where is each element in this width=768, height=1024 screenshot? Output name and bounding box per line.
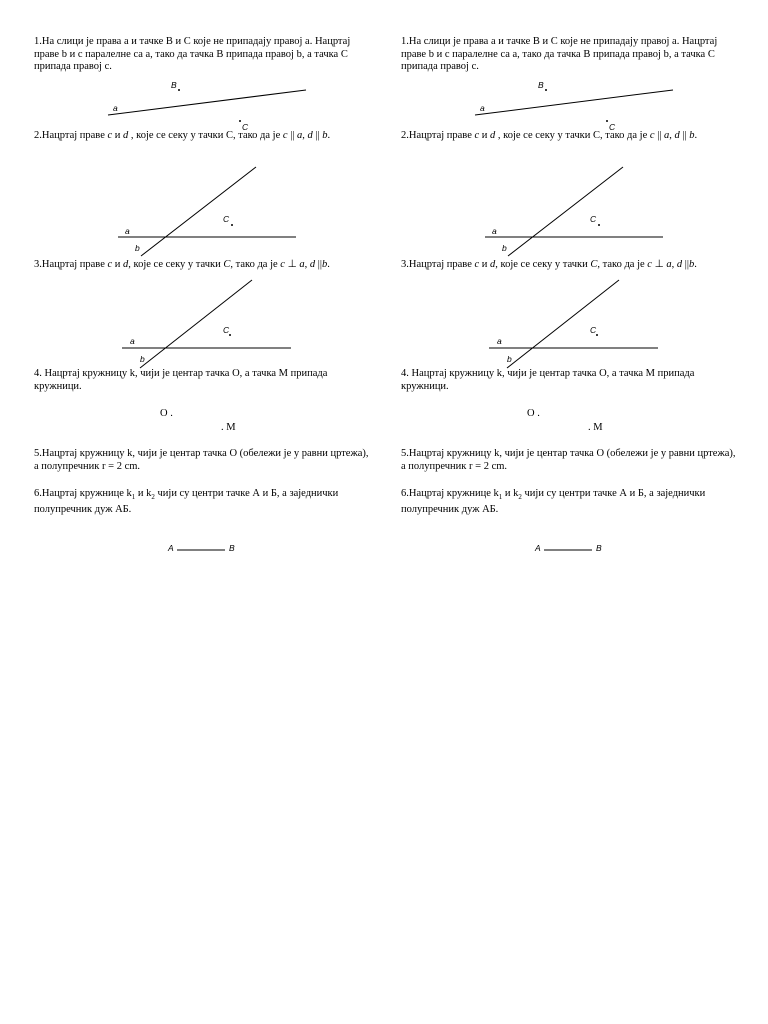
point-C [239, 120, 241, 122]
task-4-figure [34, 404, 374, 434]
task-3-figure [34, 274, 374, 374]
point-B [545, 89, 547, 91]
task-6-text: 6.Нацртај кружнице $k_1$ и $k_2$ чији су центри тачке А и Б, а заједнички полупречник дуж АБ. [401, 488, 706, 515]
task-3-text: 3.Нацртај праве c и d, које се секу у тачки C, тако да је c ⊥ a, d ||b. [401, 259, 697, 270]
label-line-a: a [125, 226, 130, 236]
task-2-text: 2.Нацртај праве c и d , које се секу у тачки С, тако да је c || a, d || b. [401, 130, 698, 141]
label-point-O: O . [160, 408, 173, 419]
label-point-A: A [535, 543, 541, 553]
worksheet-left [34, 0, 374, 600]
point-C [596, 334, 598, 336]
label-line-b: b [502, 243, 507, 253]
point-C [598, 224, 600, 226]
label-point-B: B [171, 80, 177, 90]
label-point-M: . M [588, 422, 603, 433]
task-3-text: 3.Нацртај праве c и d, које се секу у тачки C, тако да је c ⊥ a, d ||b. [34, 259, 330, 270]
task-6-figure [401, 540, 741, 560]
task-2-text: 2.Нацртај праве c и d , које се секу у тачки С, тако да је c || a, d || b. [34, 130, 331, 141]
task-1-figure [34, 78, 374, 132]
label-line-a: a [130, 336, 135, 346]
label-point-C: C [609, 122, 616, 132]
label-line-b: b [135, 243, 140, 253]
label-point-M: . M [221, 422, 236, 433]
label-point-C: C [590, 325, 597, 335]
point-C [231, 224, 233, 226]
task-2-figure [34, 160, 374, 260]
label-point-C: C [242, 122, 249, 132]
label-point-C: C [223, 325, 230, 335]
worksheet-right [401, 0, 741, 600]
task-1-text: 1.На слици је права а и тачке В и С које не припадају правој а. Нацртај праве b и с паралелне са а, тако да тачка В припада правој b, а тачка С припада правој с. [34, 36, 351, 72]
task-1-text: 1.На слици је права а и тачке В и С које не припадају правој а. Нацртај праве b и с паралелне са а, тако да тачка В припада правој b, а тачка С припада правој с. [401, 36, 718, 72]
label-point-A: A [168, 543, 174, 553]
label-point-C: C [590, 214, 597, 224]
point-B [178, 89, 180, 91]
task-5-text: 5.Нацртај кружницу k, чији је центар тачка О (обележи је у равни цртежа), а полупречник r = 2 cm. [401, 448, 736, 472]
label-point-B: B [229, 543, 235, 553]
task-6-text: 6.Нацртај кружнице $k_1$ и $k_2$ чији су центри тачке А и Б, а заједнички полупречник дуж АБ. [34, 488, 339, 515]
task-4-text: 4. Нацртај кружницу k, чији је центар тачка О, а тачка М припада кружници. [401, 368, 695, 392]
label-point-O: O . [527, 408, 540, 419]
label-line-a: a [497, 336, 502, 346]
task-6-figure [34, 540, 374, 560]
point-C [606, 120, 608, 122]
label-line-b: b [507, 354, 512, 364]
label-line-a: a [480, 103, 485, 113]
label-line-b: b [140, 354, 145, 364]
task-4-figure [401, 404, 741, 434]
task-4-text: 4. Нацртај кружницу k, чији је центар тачка О, а тачка М припада кружници. [34, 368, 328, 392]
label-line-a: a [492, 226, 497, 236]
point-C [229, 334, 231, 336]
task-3-figure [401, 274, 741, 374]
label-point-B: B [596, 543, 602, 553]
task-5-text: 5.Нацртај кружницу k, чији је центар тачка О (обележи је у равни цртежа), а полупречник r = 2 cm. [34, 448, 369, 472]
label-line-a: a [113, 103, 118, 113]
label-point-B: B [538, 80, 544, 90]
task-1-figure [401, 78, 741, 132]
label-point-C: C [223, 214, 230, 224]
task-2-figure [401, 160, 741, 260]
